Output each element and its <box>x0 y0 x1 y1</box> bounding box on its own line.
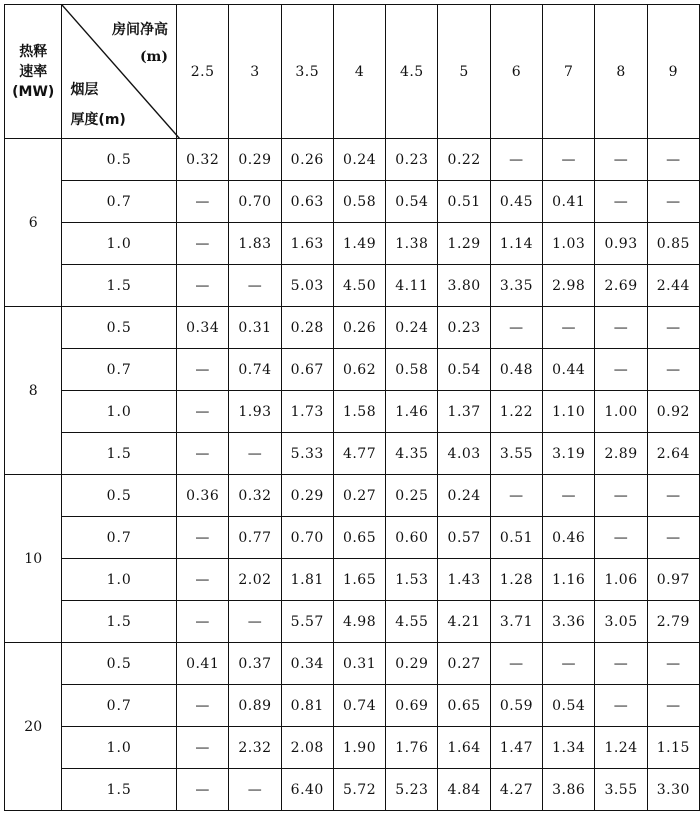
value-cell: 0.27 <box>333 475 385 517</box>
value-cell: — <box>595 475 647 517</box>
table-row <box>5 601 700 643</box>
value-cell: — <box>490 643 542 685</box>
value-cell: 0.74 <box>229 349 281 391</box>
height-header: 6 <box>490 5 542 139</box>
smoke-layer-depth-cell: 0.5 <box>62 475 177 517</box>
value-cell: — <box>177 685 229 727</box>
table-row <box>5 181 700 223</box>
room-height-unit: (m) <box>139 49 168 65</box>
smoke-layer-depth-cell: 0.7 <box>62 517 177 559</box>
value-cell: 1.58 <box>333 391 385 433</box>
value-cell: 0.70 <box>229 181 281 223</box>
table-row <box>5 559 700 601</box>
value-cell: 3.71 <box>490 601 542 643</box>
value-cell: 0.59 <box>490 685 542 727</box>
value-cell: — <box>647 475 699 517</box>
value-cell: — <box>177 265 229 307</box>
value-cell: — <box>229 769 281 811</box>
header-row <box>5 5 700 139</box>
height-header: 4 <box>333 5 385 139</box>
value-cell: 0.34 <box>281 643 333 685</box>
value-cell: 0.48 <box>490 349 542 391</box>
value-cell: 2.08 <box>281 727 333 769</box>
smoke-layer-depth-label: 厚度(m) <box>70 112 126 128</box>
smoke-layer-depth-cell: 1.0 <box>62 391 177 433</box>
value-cell: — <box>647 181 699 223</box>
value-cell: — <box>647 349 699 391</box>
value-cell: — <box>647 139 699 181</box>
value-cell: — <box>229 265 281 307</box>
value-cell: 4.84 <box>438 769 490 811</box>
value-cell: — <box>647 643 699 685</box>
value-cell: 1.93 <box>229 391 281 433</box>
value-cell: — <box>177 349 229 391</box>
value-cell: — <box>177 601 229 643</box>
value-cell: — <box>177 223 229 265</box>
table-row <box>5 433 700 475</box>
smoke-layer-depth-cell: 1.5 <box>62 433 177 475</box>
height-header: 4.5 <box>386 5 438 139</box>
heat-release-rate-cell: 6 <box>5 139 62 307</box>
value-cell: — <box>647 685 699 727</box>
value-cell: 1.24 <box>595 727 647 769</box>
diagonal-header-cell <box>62 5 177 139</box>
smoke-layer-depth-cell: 0.5 <box>62 307 177 349</box>
value-cell: 0.97 <box>647 559 699 601</box>
value-cell: 1.10 <box>543 391 595 433</box>
value-cell: 1.29 <box>438 223 490 265</box>
table-row <box>5 475 700 517</box>
value-cell: 3.55 <box>595 769 647 811</box>
room-height-label: 房间净高 <box>112 22 168 38</box>
value-cell: 2.89 <box>595 433 647 475</box>
value-cell: 0.67 <box>281 349 333 391</box>
value-cell: — <box>490 139 542 181</box>
value-cell: 0.81 <box>281 685 333 727</box>
height-header: 9 <box>647 5 699 139</box>
value-cell: — <box>595 517 647 559</box>
value-cell: 0.23 <box>386 139 438 181</box>
value-cell: 3.35 <box>490 265 542 307</box>
smoke-layer-depth-cell: 1.0 <box>62 559 177 601</box>
value-cell: — <box>543 139 595 181</box>
value-cell: 0.60 <box>386 517 438 559</box>
value-cell: 0.29 <box>281 475 333 517</box>
table-row <box>5 139 700 181</box>
value-cell: — <box>177 769 229 811</box>
value-cell: 3.80 <box>438 265 490 307</box>
value-cell: 3.30 <box>647 769 699 811</box>
table-row <box>5 685 700 727</box>
value-cell: 0.24 <box>333 139 385 181</box>
smoke-layer-depth-cell: 1.5 <box>62 265 177 307</box>
value-cell: — <box>177 727 229 769</box>
value-cell: 3.05 <box>595 601 647 643</box>
smoke-layer-depth-cell: 1.0 <box>62 727 177 769</box>
value-cell: 0.45 <box>490 181 542 223</box>
height-header: 3 <box>229 5 281 139</box>
value-cell: 0.93 <box>595 223 647 265</box>
value-cell: 0.85 <box>647 223 699 265</box>
value-cell: 0.62 <box>333 349 385 391</box>
value-cell: 0.41 <box>177 643 229 685</box>
value-cell: — <box>177 559 229 601</box>
table-body <box>5 139 700 811</box>
value-cell: — <box>595 643 647 685</box>
value-cell: 5.57 <box>281 601 333 643</box>
heat-release-rate-cell: 20 <box>5 643 62 811</box>
value-cell: 0.51 <box>490 517 542 559</box>
value-cell: 0.63 <box>281 181 333 223</box>
value-cell: 1.14 <box>490 223 542 265</box>
value-cell: 0.92 <box>647 391 699 433</box>
value-cell: 3.86 <box>543 769 595 811</box>
value-cell: 4.03 <box>438 433 490 475</box>
value-cell: 0.46 <box>543 517 595 559</box>
value-cell: 4.50 <box>333 265 385 307</box>
height-header: 2.5 <box>177 5 229 139</box>
value-cell: 2.98 <box>543 265 595 307</box>
value-cell: 3.55 <box>490 433 542 475</box>
smoke-layer-depth-cell: 0.7 <box>62 181 177 223</box>
value-cell: 4.35 <box>386 433 438 475</box>
value-cell: — <box>177 391 229 433</box>
value-cell: 0.58 <box>333 181 385 223</box>
value-cell: — <box>177 433 229 475</box>
value-cell: — <box>595 139 647 181</box>
value-cell: — <box>595 181 647 223</box>
table-row <box>5 349 700 391</box>
value-cell: 0.32 <box>229 475 281 517</box>
value-cell: 0.34 <box>177 307 229 349</box>
value-cell: 1.73 <box>281 391 333 433</box>
rate-label-line-2: 速率 <box>19 63 48 80</box>
value-cell: — <box>229 433 281 475</box>
value-cell: 0.29 <box>229 139 281 181</box>
table-row <box>5 391 700 433</box>
value-cell: 3.36 <box>543 601 595 643</box>
value-cell: 1.76 <box>386 727 438 769</box>
value-cell: 1.49 <box>333 223 385 265</box>
value-cell: 4.77 <box>333 433 385 475</box>
value-cell: 1.34 <box>543 727 595 769</box>
smoke-layer-depth-cell: 1.5 <box>62 769 177 811</box>
value-cell: 0.26 <box>281 139 333 181</box>
table-row <box>5 643 700 685</box>
value-cell: 0.37 <box>229 643 281 685</box>
value-cell: 1.46 <box>386 391 438 433</box>
value-cell: 1.37 <box>438 391 490 433</box>
value-cell: — <box>595 349 647 391</box>
table-container <box>4 4 700 811</box>
value-cell: 1.81 <box>281 559 333 601</box>
table-row <box>5 223 700 265</box>
value-cell: 1.63 <box>281 223 333 265</box>
value-cell: 1.53 <box>386 559 438 601</box>
value-cell: — <box>543 643 595 685</box>
value-cell: — <box>595 307 647 349</box>
value-cell: — <box>490 307 542 349</box>
value-cell: 0.54 <box>386 181 438 223</box>
value-cell: 0.26 <box>333 307 385 349</box>
value-cell: 0.41 <box>543 181 595 223</box>
value-cell: 0.31 <box>229 307 281 349</box>
value-cell: 0.24 <box>438 475 490 517</box>
value-cell: 0.44 <box>543 349 595 391</box>
smoke-layer-depth-cell: 0.5 <box>62 643 177 685</box>
smoke-layer-depth-cell: 1.0 <box>62 223 177 265</box>
value-cell: 4.55 <box>386 601 438 643</box>
value-cell: 0.89 <box>229 685 281 727</box>
value-cell: 0.65 <box>438 685 490 727</box>
rate-label-line-3: (MW) <box>12 83 55 100</box>
height-header: 5 <box>438 5 490 139</box>
value-cell: 1.64 <box>438 727 490 769</box>
smoke-exhaust-table <box>4 4 700 811</box>
value-cell: 1.15 <box>647 727 699 769</box>
value-cell: 0.54 <box>438 349 490 391</box>
value-cell: 4.27 <box>490 769 542 811</box>
value-cell: 0.32 <box>177 139 229 181</box>
value-cell: 5.72 <box>333 769 385 811</box>
value-cell: 4.98 <box>333 601 385 643</box>
smoke-layer-depth-cell: 0.5 <box>62 139 177 181</box>
value-cell: 0.70 <box>281 517 333 559</box>
value-cell: 0.24 <box>386 307 438 349</box>
smoke-layer-depth-cell: 0.7 <box>62 349 177 391</box>
value-cell: 0.77 <box>229 517 281 559</box>
value-cell: 0.36 <box>177 475 229 517</box>
value-cell: 2.79 <box>647 601 699 643</box>
height-header: 7 <box>543 5 595 139</box>
value-cell: 5.33 <box>281 433 333 475</box>
value-cell: 1.43 <box>438 559 490 601</box>
value-cell: 1.47 <box>490 727 542 769</box>
table-row <box>5 769 700 811</box>
value-cell: 5.23 <box>386 769 438 811</box>
heat-release-rate-cell: 8 <box>5 307 62 475</box>
height-header: 8 <box>595 5 647 139</box>
smoke-layer-depth-cell: 0.7 <box>62 685 177 727</box>
heat-release-rate-cell: 10 <box>5 475 62 643</box>
value-cell: 0.69 <box>386 685 438 727</box>
smoke-layer-depth-cell: 1.5 <box>62 601 177 643</box>
value-cell: 1.90 <box>333 727 385 769</box>
value-cell: 2.64 <box>647 433 699 475</box>
value-cell: 2.44 <box>647 265 699 307</box>
value-cell: 2.32 <box>229 727 281 769</box>
value-cell: 4.21 <box>438 601 490 643</box>
value-cell: 2.69 <box>595 265 647 307</box>
value-cell: 5.03 <box>281 265 333 307</box>
value-cell: 3.19 <box>543 433 595 475</box>
value-cell: 1.03 <box>543 223 595 265</box>
heat-release-rate-header <box>5 5 62 139</box>
value-cell: 0.31 <box>333 643 385 685</box>
value-cell: — <box>543 307 595 349</box>
value-cell: 1.06 <box>595 559 647 601</box>
value-cell: 0.74 <box>333 685 385 727</box>
value-cell: 4.11 <box>386 265 438 307</box>
value-cell: 6.40 <box>281 769 333 811</box>
value-cell: 1.28 <box>490 559 542 601</box>
value-cell: 0.23 <box>438 307 490 349</box>
table-row <box>5 727 700 769</box>
value-cell: 0.27 <box>438 643 490 685</box>
value-cell: 0.29 <box>386 643 438 685</box>
smoke-layer-label: 烟层 <box>70 82 99 98</box>
value-cell: 1.16 <box>543 559 595 601</box>
value-cell: — <box>177 181 229 223</box>
table-row <box>5 307 700 349</box>
value-cell: 0.22 <box>438 139 490 181</box>
table-row <box>5 517 700 559</box>
value-cell: 1.22 <box>490 391 542 433</box>
value-cell: 0.58 <box>386 349 438 391</box>
value-cell: — <box>595 685 647 727</box>
value-cell: 0.54 <box>543 685 595 727</box>
value-cell: — <box>647 517 699 559</box>
value-cell: 0.51 <box>438 181 490 223</box>
value-cell: 1.38 <box>386 223 438 265</box>
value-cell: 0.57 <box>438 517 490 559</box>
value-cell: — <box>543 475 595 517</box>
value-cell: 1.83 <box>229 223 281 265</box>
value-cell: 0.25 <box>386 475 438 517</box>
value-cell: — <box>177 517 229 559</box>
rate-label-line-1: 热释 <box>19 43 48 60</box>
height-header: 3.5 <box>281 5 333 139</box>
value-cell: — <box>490 475 542 517</box>
value-cell: 0.28 <box>281 307 333 349</box>
value-cell: — <box>229 601 281 643</box>
value-cell: 0.65 <box>333 517 385 559</box>
table-row <box>5 265 700 307</box>
value-cell: 1.65 <box>333 559 385 601</box>
value-cell: 1.00 <box>595 391 647 433</box>
value-cell: 2.02 <box>229 559 281 601</box>
value-cell: — <box>647 307 699 349</box>
